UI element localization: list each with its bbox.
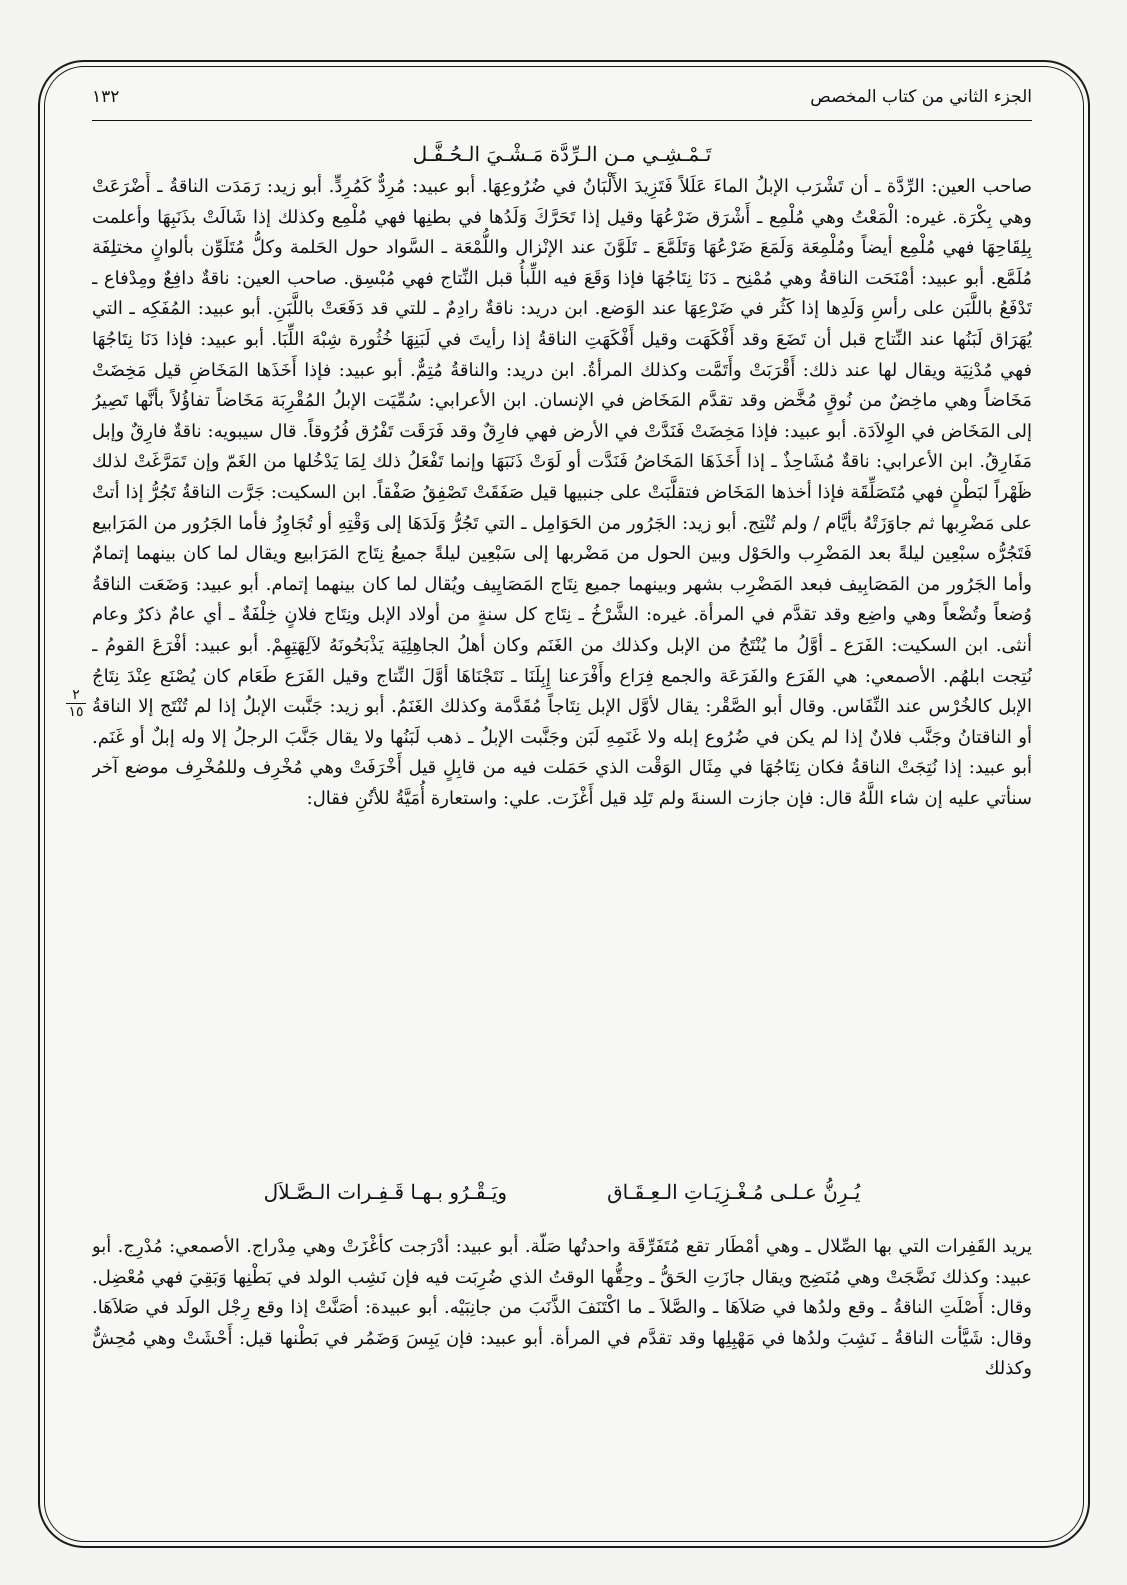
running-title: الجزء الثاني من كتاب المخصص bbox=[810, 87, 1032, 107]
verse-2-hemistich-2: ويَـقْـرُو بـهـا قَـفِـرات الـصَّـلاَل bbox=[263, 1180, 508, 1204]
page-number: ١٣٢ bbox=[92, 87, 120, 107]
margin-note-bottom: ١٥ bbox=[68, 704, 84, 720]
verse-2-hemistich-1: يُـرِنُّ عـلـى مُـغْـزِيَـاتِ الـعِـقَـاق bbox=[607, 1180, 861, 1204]
margin-note-top: ٢ bbox=[72, 687, 80, 703]
body-paragraph-2: يريد القَفِرات التي بها الصِّلال ـ وهي أمْطَار تقع مُتَفَرِّقَة واحدتُها صَلَّة. أبو عبيد: أدْرَجت كأغْزَتْ وهي مِدْراج. الأصمعي: مُدْرِج. أبو عبيد: وكذلك نَضَّجَتْ وهي مُنَضِج ويقال جازَتِ الحَقُّ ـ وحِقُّها الوقتُ الذي ضُرِبَت فيه فإن نَشِب الولد في بَطْنِها وَبَقِيَ فهي مُعْضِل. وقال: أَصْلَتِ الناقةُ ـ وقع ولدُها في صَلاَهَا ـ والصَّلاَ ـ ما اكْتَنَفَ الذَّنَبَ من جانِبَيْه. أبو عبيدة: أصَنَّتْ إذا وقع رِجْل الولَد في صَلاَهَا. وقال: شَيَّأت الناقةُ ـ نَشِبَ ولدُها في مَهْبِلِها وقد تقدَّم في المرأة. أبو عبيد: فإن يَبِسَ وَضَمُر في بَطْنها قيل: أَحْشَتْ وهي مُحِشٌّ وكذلك bbox=[92, 1236, 1032, 1380]
body-paragraph-1: صاحب العين: الرِّدَّة ـ أن تَشْرَب الإبلُ الماءَ عَلَلاً فَتَزِيدَ الأَلْبَانُ في ضُرُوعِهَا. أبو عبيد: مُرِدٌّ كَمُرِدٍّ. أبو زيد: رَمَدَت الناقةُ ـ أَضْرَعَتْ وهي بِكْرَة. غيره: الْمَعْتُ وهي مُلْمِع ـ أَشْرَق ضَرْعُهَا وقيل إذا تَحَرَّكَ وَلَدُها في بطنِها فهي مُلْمِع وكذلك إذا شَالَتْ بذَنَبِهَا وأعلمت بِلِقَاحِهَا فهي مُلْمِع أيضاً ومُلْمِعَة وَلَمَعَ ضَرْعُهَا وَتَلَمَّعَ ـ تَلَوَّنَ عند الإنْزال واللُّمْعَة ـ السَّواد حول الحَلمة وكلُّ مُتَلَوِّن بألوانٍ مختلِفَة مُلَمَّع. أبو عبيد: أمْنَحَت الناقةُ وهي مُمْنِح ـ دَنَا نِتَاجُهَا فإذا وَقَعَ فيه اللِّبأُ قبل النِّتاج فهي مُبْسِق. صاحب العين: ناقةٌ دافِعٌ ومِدْفاع ـ تَدْفَعُ باللَّبَن على رأسِ وَلَدِها إذا كَثُر في ضَرْعِهَا عند الوَضع. ابن دريد: ناقةٌ رادِمٌ ـ للتي قد دَفَعَتْ باللَّبَنِ. أبو عبيد: المُفَكِه ـ التي يُهَرَاق لَبَنُها عند النِّتاج قبل أن تَضَعَ وقد أَفْكَهَت وقيل أَفْكَهَتِ الناقةُ إذا رأيتَ في لَبَنِهَا خُثُورة شِبْهَ اللِّبَا. أبو عبيد: فإذا دَنَا نِتَاجُهَا فهي مُدْنِيَة ويقال لها عند ذلك: أَقْرَبَتْ وأَتَمَّت وكذلك المرأةُ. ابن دريد: والناقةُ مُتِمٌّ. أبو عبيد: فإذا أَخَذَها المَخَاضِ قيل مَخِضَتْ مَخَاضاً وهي ماخِضٌ من نُوقٍ مُخَّض وقد تقدَّم المَخَاض في الإنسان. ابن الأعرابي: سُمِّيَت الإبلُ المُقْرِبَة مَخَاضاً تفاؤُلاً بأنَّها تَصِيرُ إلى المَخَاض في الوِلاَدَة. أبو عبيد: فإذا مَخِضَتْ فَنَدَّتْ في الأرض فهي فارِقٌ وقد فَرَقَت تَفْرُق فُرُوقاً. قال سيبويه: ناقةٌ فارِقٌ وإبل مَفَارِقُ. ابن الأعرابي: ناقةٌ مُشَاحِذٌ ـ إذا أَخَذَهَا المَخَاضُ فَنَدَّت أو لَوَتْ ذَنَبَهَا وإنما تَفْعَلُ ذلك لِمَا يَدْخُلها من الغَمّ وإن تَمَرَّغَتْ لذلك ظَهْراً لبَطْنٍ فهي مُتَصَلِّقَة فإذا أخذها المَخَاض فتقلَّبَتْ على جنبيها قيل صَفَقَتْ تَصْفِقُ صَفْقاً. ابن السكيت: جَرَّت الناقةُ تَجُرُّ إذا أتتْ على مَضْرِبها ثم جاوَزَتْهُ بأيَّام / ولم تُنْتِج. أبو زيد: الجَرُور من الحَوَامِل ـ التي تَجُرُّ وَلَدَهَا إلى وَقْتِهِ أو تُجَاوِزُ فأما الجَرُور من المَرَابيع فَتَجُرُّه سبْعِين ليلةً بعد المَضْرِب والحَوْل وبين الحول من مَضْربها إلى سَبْعِين ليلةً جميعُ نِتَاج المَرَابيع ويقال لما كان بينهما إتمامٌ وأما الجَرُور من المَصَابِيف فبعد المَضْرِب بشهر وبينهما جميع نِتَاج المَصَايِيف ويُقال لما كان بينهما إتمام. أبو عبيد: وَضَعَت الناقةُ وُضعاً وتُضْعاً وهي واضِع وقد تقدَّم في المرأة. غيره: الشَّرْخُ ـ نِتَاج كل سنةٍ من أولاد الإبل ونِتَاج فلانٍ خِلْفَةٌ ـ أي عامٌ ذكرٌ وعام أنثى. ابن السكيت: الفَرَع ـ أوَّلُ ما يُنْتَجُ من الإبل وكذلك من الغَنَم وكان أهلُ الجاهِلِيَة يَذْبَحُونَهُ لآلِهَتِهِمْ. أبو عبيد: أفْرَعَ القومُ ـ نُتِجت ابلهُم. الأصمعي: هي الفَرَع والفَرَعَة والجمع فِرَاع وأَفْرَعنا إِبِلَنَا ـ نَتَجْنَاهَا أوَّلَ النِّتاج وقيل الفَرَع طَعَام كان يُصْنَع عِنْدَ نِتَاجُ الإبل كالخُرْس عند النِّفَاس. وقال أبو الصَّقْر: يقال لأوَّل الإبل نِتَاجاً مُقَدَّمة وكذلك الغَنَمُ. أبو زيد: جَنَّبت الإبلُ إذا لم تُنْتَج إلا الناقةُ أو الناقتانُ وجَنَّب فلانٌ إذا لم يكن في ضُرُوع إبله ولا غَنَمِهِ لَبَن وجَنَّبت الإبلُ ـ ذهب لَبَنُها ولا يقال جَنَّبَ الرجلُ إلا وله إبلٌ أو غَنَم. أبو عبيد: إذا نُتِجَتْ الناقةُ فكان نِتَاجُهَا في مِثَال الوَقْت الذي حَمَلت فيه من قابِلٍ قيل أَخْرَفَتْ وهي مُخْرِف وللمُخْرِف موضع آخر سنأتي عليه إن شاء اللَّهُ قال: فإن جازت السنةَ ولم تَلِد قيل أَغْزَت. علي: واستعارة أُمَيَّةُ للأتُنِ فقال: bbox=[92, 176, 1032, 809]
verse-line-2 bbox=[92, 1180, 1032, 1204]
header-rule bbox=[92, 120, 1032, 121]
verse-line-1: تَـمْـشِـي مـن الـرِّدَّة مَـشْـيَ الـحُـفَّـل bbox=[412, 142, 712, 166]
margin-note bbox=[64, 688, 88, 719]
running-header bbox=[92, 78, 1032, 116]
